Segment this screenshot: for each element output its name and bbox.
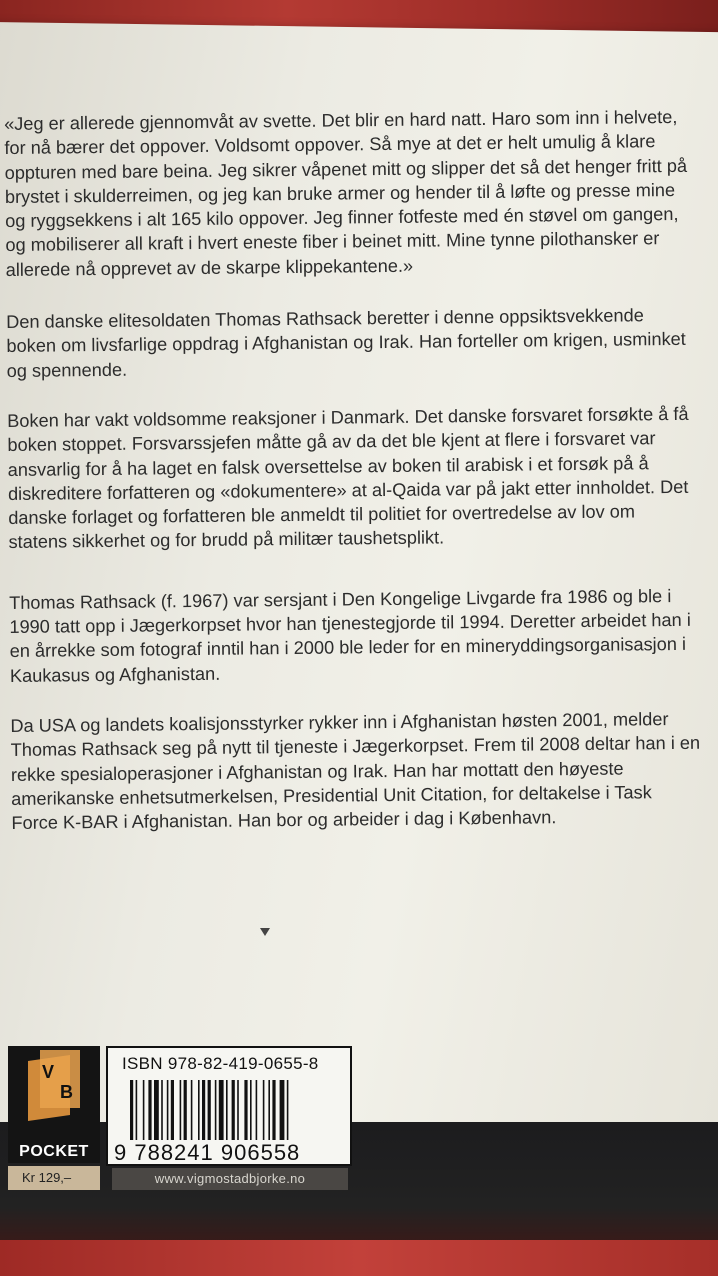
- blurb-text: [4, 105, 702, 862]
- intro-paragraph: Den danske elitesoldaten Thomas Rathsack beretter i denne oppsiktsvekkende boken om livsfarlige oppdrag i Afghanistan og Irak. Han forteller om krigen, usminket og spennende.: [6, 305, 686, 381]
- service-paragraph: Da USA og landets koalisjonsstyrker rykker inn i Afghanistan høsten 2001, melder Thomas Rathsack seg på nytt til tjeneste i Jægerkorpset. Frem til 2008 deltar han i en rekke spesialoperasjoner i Afghanistan og Irak. Han har mottatt den høyeste amerikanske enhetsutmerkelsen, Presidential Unit Citation, for deltakelse i Task Force K-BAR i Afghanistan. Han bor og arbeider i dag i København.: [10, 709, 701, 834]
- logo-letter-v: V: [42, 1062, 55, 1082]
- author-name: Thomas Rathsack: [9, 591, 156, 613]
- price-label: Kr 129,–: [8, 1166, 100, 1190]
- barcode-icon: [130, 1080, 344, 1140]
- cover-bottom-red-strip: [0, 1240, 718, 1276]
- pocket-label: POCKET: [8, 1141, 100, 1163]
- barcode-number: 9 788241 906558: [114, 1140, 301, 1165]
- barcode-box: [106, 1046, 352, 1166]
- publisher-website: www.vigmostadbjorke.no: [112, 1168, 348, 1190]
- pointer-icon: [260, 928, 270, 936]
- reaction-paragraph: Boken har vakt voldsomme reaksjoner i Danmark. Det danske forsvaret forsøkte å få boken stoppet. Forsvarssjefen måtte gå av da det ble kjent at flere i forsvaret var ansvarlig for å ha laget en falsk oversettelse av boken til arabisk i et forsøk på å diskreditere forfatteren og «dokumentere» at al-Qaida var på jakt etter innholdet. Det danske forlaget og forfatteren ble anmeldt til politiet for overtredelse av lov om statens sikkerhet og for brudd på militær taushetsplikt.: [7, 403, 689, 553]
- excerpt-quote: «Jeg er allerede gjennomvåt av svette. Det blir en hard natt. Haro som inn i helvete, for nå bærer det oppover. Voldsomt oppover. Så mye at det er helt umulig å klare oppturen med bare beina. Jeg sikrer våpenet mitt og slipper det så det henger fritt på brystet i skulderreimen, og jeg kan bruke armer og hender til å løfte og presse mine og ryggsekkens i alt 165 kilo oppover. Jeg finner fotfeste med én støvel om gangen, og mobiliserer all kraft i hvert eneste fiber i beinet mitt. Mine tynne pilothansker er allerede nå opprevet av de skarpe klippekantene.»: [4, 106, 688, 280]
- author-bio-paragraph: [9, 583, 700, 687]
- isbn-text: ISBN 978-82-419-0655-8: [122, 1054, 319, 1073]
- logo-letter-b: B: [60, 1082, 73, 1102]
- author-bio-text: (f. 1967) var sersjant i Den Kongelige Livgarde fra 1986 og ble i 1990 tatt opp i Jægerkorpset hvor han tjenestegjorde til 1994. Deretter arbeidet han i en årrekke som fotograf inntil han i 2000 ble leder for en mineryddingsorganisasjon i Kaukasus og Afghanistan.: [9, 585, 691, 686]
- publisher-logo: [8, 1046, 100, 1141]
